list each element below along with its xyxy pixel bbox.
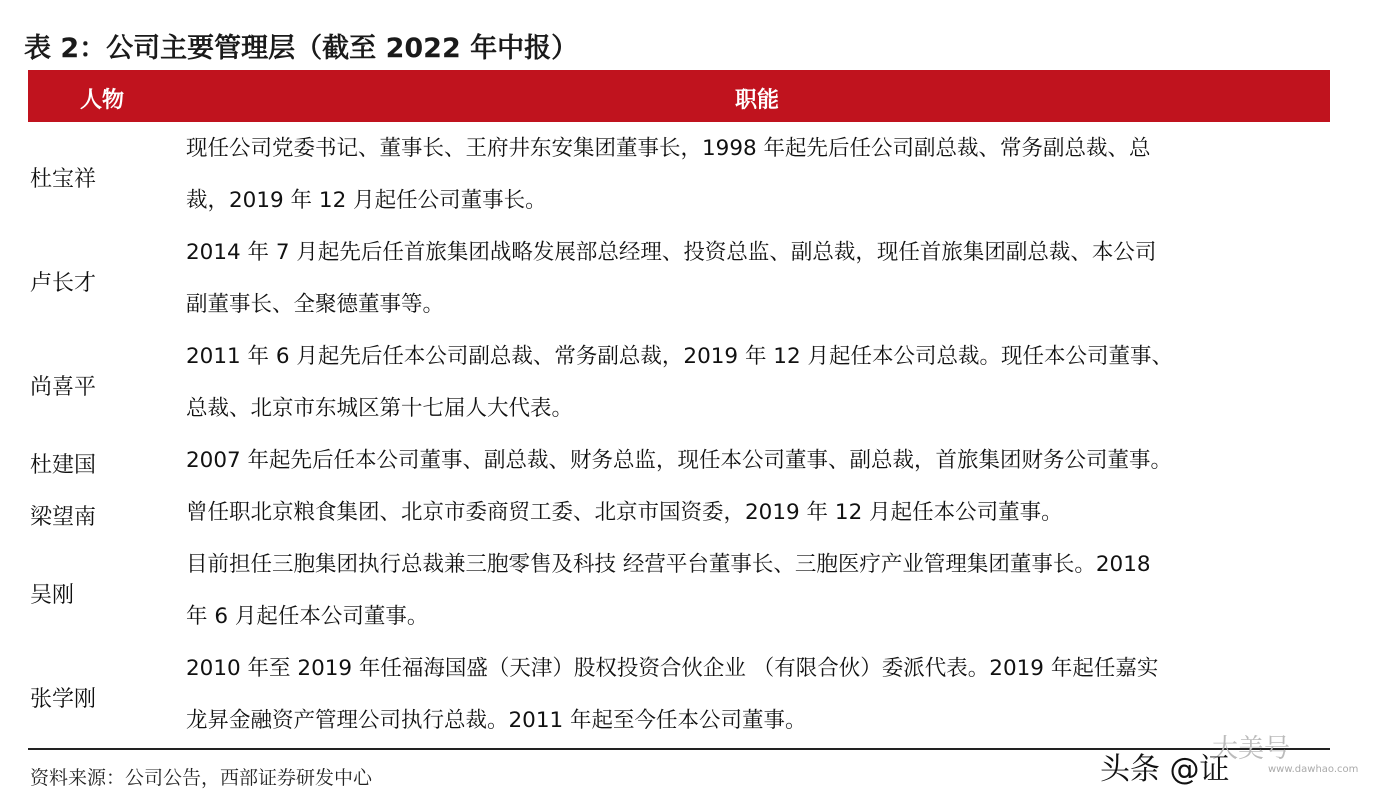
person-duties [186, 643, 1336, 747]
header-name: 人物 [80, 88, 125, 113]
person-duties [186, 227, 1336, 331]
person-duties [186, 435, 1336, 487]
person-name: 卢长才 [30, 271, 97, 296]
duty-line: 总裁、北京市东城区第十七届人大代表。 [186, 396, 574, 421]
watermark: 头条 @证 [1100, 752, 1230, 787]
person-duties [186, 487, 1336, 539]
watermark-faint: 大美号 [1212, 734, 1291, 764]
duty-line: 龙昇金融资产管理公司执行总裁。2011 年起至今任本公司董事。 [186, 708, 807, 733]
duty-line: 2010 年至 2019 年任福海国盛（天津）股权投资合伙企业 （有限合伙）委派代表。2019 年起任嘉实 [186, 656, 1159, 681]
duty-line: 年 6 月起任本公司董事。 [186, 604, 429, 629]
duty-line: 裁，2019 年 12 月起任公司董事长。 [186, 188, 547, 213]
person-name: 张学刚 [30, 687, 97, 712]
duty-line: 2014 年 7 月起先后任首旅集团战略发展部总经理、投资总监、副总裁，现任首旅集团副总裁、本公司 [186, 240, 1157, 265]
table-header [28, 70, 1330, 122]
duty-line: 曾任职北京粮食集团、北京市委商贸工委、北京市国资委，2019 年 12 月起任本公司董事。 [186, 500, 1063, 525]
duty-line: 目前担任三胞集团执行总裁兼三胞零售及科技 经营平台董事长、三胞医疗产业管理集团董事长。2018 [186, 552, 1151, 577]
person-name: 杜宝祥 [30, 167, 97, 192]
table-title: 表 2：公司主要管理层（截至 2022 年中报） [24, 33, 579, 64]
duty-line: 2007 年起先后任本公司董事、副总裁、财务总监，现任本公司董事、副总裁，首旅集团财务公司董事。 [186, 448, 1173, 473]
watermark-url: www.dawhao.com [1268, 764, 1359, 775]
person-name: 杜建国 [30, 453, 97, 478]
person-duties [186, 539, 1336, 643]
header-role: 职能 [735, 88, 780, 113]
person-duties [186, 123, 1336, 227]
duty-line: 现任公司党委书记、董事长、王府井东安集团董事长，1998 年起先后任公司副总裁、常务副总裁、总 [186, 136, 1151, 161]
duty-line: 副董事长、全聚德董事等。 [186, 292, 445, 317]
person-name: 尚喜平 [30, 375, 97, 400]
person-name: 梁望南 [30, 505, 97, 530]
person-duties [186, 331, 1336, 435]
source-note: 资料来源：公司公告，西部证券研发中心 [30, 767, 373, 789]
person-name: 吴刚 [30, 583, 75, 608]
duty-line: 2011 年 6 月起先后任本公司副总裁、常务副总裁，2019 年 12 月起任本公司总裁。现任本公司董事、 [186, 344, 1173, 369]
